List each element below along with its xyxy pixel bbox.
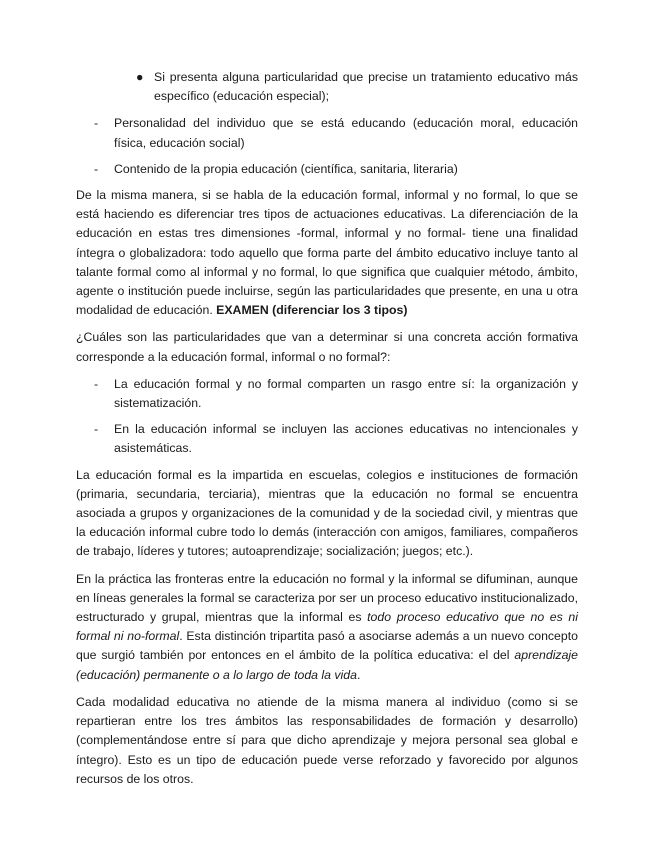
paragraph-text: En la práctica las fronteras entre la educación no formal y la informal se difuminan, aunque en líneas generales la formal se caracteriza por ser un proceso educativo institucionalizado, estructurado y grupal, mientras que la informal es <box>76 571 578 625</box>
list-item-text: Personalidad del individuo que se está educando (educación moral, educación física, educación social) <box>114 116 578 150</box>
paragraph-question: ¿Cuáles son las particularidades que van a determinar si una concreta acción formativa corresponde a la educación formal, informal o no formal?: <box>76 330 578 364</box>
paragraph-modalities: Cada modalidad educativa no atiende de la misma manera al individuo (como si se repartieran entre los tres ámbitos las responsabilidades de formación y desarrollo) (complementándose entre sí para que dicho aprendizaje y mejora personal sea global e íntegro). Esto es un tipo de educación puede verse reforzado y favorecido por algunos recursos de los otros. <box>76 694 578 786</box>
list-item <box>76 114 578 152</box>
paragraph-text: De la misma manera, si se habla de la educación formal, informal y no formal, lo que se está haciendo es diferenciar tres tipos de actuaciones educativas. La diferenciación de la educación en estas tres dimensiones -formal, informal y no formal- tiene una finalidad íntegra o globalizadora: todo aquello que forma parte del ámbito educativo incluye tanto al talante formal como al informal y no formal, lo que significa que cualquier método, ámbito, agente o institución puede incluirse, según las particularidades que presente, en una u otra modalidad de educación. <box>76 188 578 318</box>
italic-definition: todo proceso educativo que no es ni formal ni no-formal <box>76 610 578 644</box>
list-item <box>76 160 578 179</box>
list-item <box>76 375 578 413</box>
paragraph-text: . <box>356 667 361 682</box>
italic-concept: aprendizaje (educación) permanente o a lo largo de toda la vida <box>76 648 578 682</box>
list-item <box>76 420 578 458</box>
paragraph-text: . Esta distinción tripartita pasó a asociarse además a un nuevo concepto que surgió también por entonces en el ámbito de la política educativa: el del <box>76 629 578 663</box>
paragraph-formal-informal <box>76 186 578 320</box>
paragraph-boundaries <box>76 570 578 685</box>
list-item-text: Contenido de la propia educación (científica, sanitaria, literaria) <box>114 161 458 176</box>
dash-marker: - <box>94 376 99 391</box>
list-item <box>116 68 578 106</box>
dash-marker: - <box>94 161 99 176</box>
exam-note: EXAMEN (diferenciar los 3 tipos) <box>216 303 408 318</box>
list-item-text: La educación formal y no formal comparten un rasgo entre sí: la organización y sistematización. <box>114 376 578 411</box>
bullet-marker: ● <box>136 70 144 84</box>
paragraph-definitions: La educación formal es la impartida en escuelas, colegios e instituciones de formación (primaria, secundaria, terciaria), mientras que la educación no formal se encuentra asociada a grupos y organizaciones de la comunidad y de la sociedad civil, y mientras que la educación informal cubre todo lo demás (interacción con amigos, familiares, compañeros de trabajo, líderes y tutores; autoaprendizaje; socialización; juegos; etc.). <box>76 467 578 559</box>
dash-marker: - <box>94 116 99 131</box>
dash-marker: - <box>94 422 99 437</box>
list-item-text: En la educación informal se incluyen las acciones educativas no intencionales y asistemáticas. <box>114 422 578 456</box>
document-page <box>76 68 578 797</box>
list-item-text: Si presenta alguna particularidad que precise un tratamiento educativo más específico (educación especial); <box>154 70 578 104</box>
